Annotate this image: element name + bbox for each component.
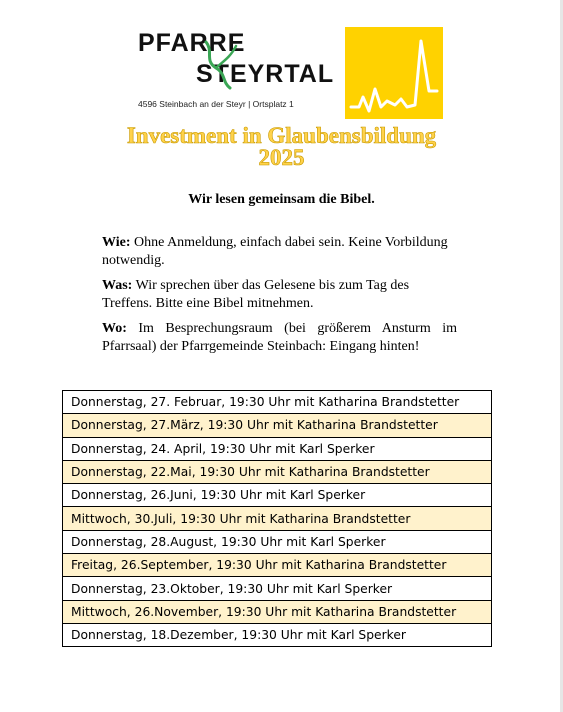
table-row bbox=[63, 577, 492, 600]
logo-line-pfarre: PFARRE bbox=[138, 29, 246, 57]
river-stroke-icon bbox=[200, 40, 240, 90]
table-row bbox=[63, 530, 492, 553]
schedule-entry: Donnerstag, 22.Mai, 19:30 Uhr mit Katharina Brandstetter bbox=[63, 460, 492, 483]
table-row bbox=[63, 460, 492, 483]
info-wie-text: Ohne Anmeldung, einfach dabei sein. Keine Vorbildung notwendig. bbox=[102, 235, 448, 268]
logo-line-steyrtal: STEYRTAL bbox=[196, 60, 335, 88]
info-was-text: Wir sprechen über das Gelesene bis zum Tag des Treffens. Bitte eine Bibel mitnehmen. bbox=[102, 278, 410, 311]
subtitle: Wir lesen gemeinsam die Bibel. bbox=[188, 192, 375, 207]
title-line-1: Investment in Glaubensbildung bbox=[126, 123, 437, 148]
table-row bbox=[63, 600, 492, 623]
logo-heartbeat-icon bbox=[345, 27, 443, 119]
info-wo bbox=[102, 320, 457, 355]
info-wie bbox=[102, 234, 457, 269]
title-line-2: 2025 bbox=[258, 145, 305, 170]
logo-address: 4596 Steinbach an der Steyr | Ortsplatz 1 bbox=[138, 99, 294, 109]
info-wo-label: Wo: bbox=[102, 321, 127, 336]
info-was bbox=[102, 277, 457, 312]
info-wie-label: Wie: bbox=[102, 235, 131, 250]
page-title bbox=[60, 125, 503, 169]
schedule-table bbox=[62, 390, 492, 647]
schedule-entry: Freitag, 26.September, 19:30 Uhr mit Katharina Brandstetter bbox=[63, 554, 492, 577]
table-row bbox=[63, 554, 492, 577]
schedule-entry: Donnerstag, 27. Februar, 19:30 Uhr mit Katharina Brandstetter bbox=[63, 391, 492, 414]
schedule-entry: Donnerstag, 18.Dezember, 19:30 Uhr mit Karl Sperker bbox=[63, 623, 492, 646]
table-row bbox=[63, 507, 492, 530]
table-row bbox=[63, 391, 492, 414]
info-wo-text: Im Besprechungsraum (bei größerem Ansturm im Pfarrsaal) der Pfarrgemeinde Steinbach: Eingang hinten! bbox=[102, 321, 457, 354]
table-row bbox=[63, 414, 492, 437]
info-was-label: Was: bbox=[102, 278, 133, 293]
table-row bbox=[63, 623, 492, 646]
table-row bbox=[63, 437, 492, 460]
schedule-entry: Donnerstag, 27.März, 19:30 Uhr mit Katharina Brandstetter bbox=[63, 414, 492, 437]
table-row bbox=[63, 484, 492, 507]
schedule-entry: Donnerstag, 24. April, 19:30 Uhr mit Karl Sperker bbox=[63, 437, 492, 460]
schedule-entry: Donnerstag, 28.August, 19:30 Uhr mit Karl Sperker bbox=[63, 530, 492, 553]
schedule-entry: Donnerstag, 26.Juni, 19:30 Uhr mit Karl Sperker bbox=[63, 484, 492, 507]
schedule-entry: Mittwoch, 26.November, 19:30 Uhr mit Katharina Brandstetter bbox=[63, 600, 492, 623]
schedule-entry: Donnerstag, 23.Oktober, 19:30 Uhr mit Karl Sperker bbox=[63, 577, 492, 600]
schedule-entry: Mittwoch, 30.Juli, 19:30 Uhr mit Katharina Brandstetter bbox=[63, 507, 492, 530]
